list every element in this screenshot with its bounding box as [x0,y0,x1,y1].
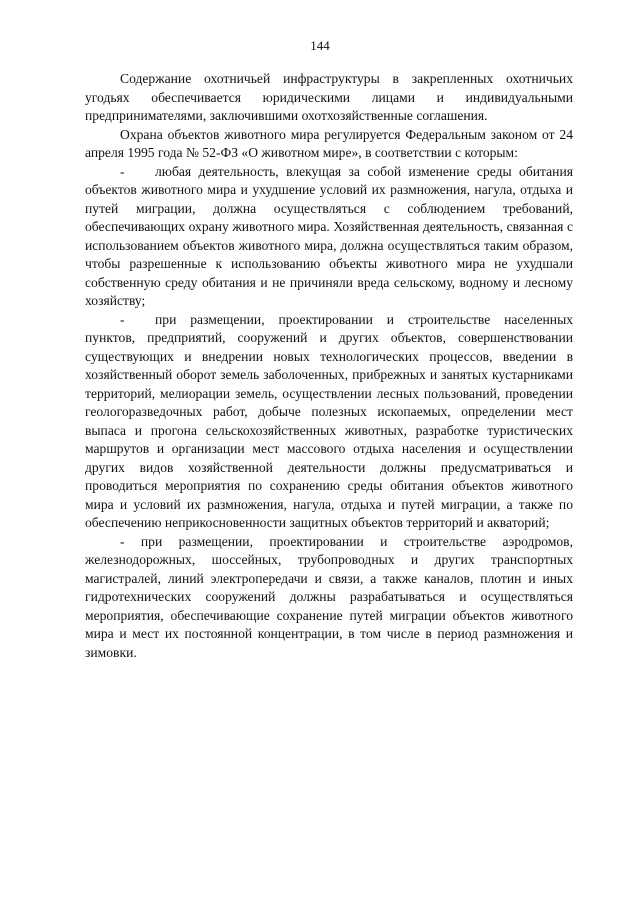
list-item-transport [85,533,573,663]
paragraph-text: Содержание охотничьей инфраструктуры в закрепленных охотничьих угодьях обеспечивается юридическими лицами и индивидуальными предпринимателями, заключившими охотхозяйственные соглашения. [85,71,573,123]
paragraph-text: при размещении, проектировании и строительстве населенных пунктов, предприятий, сооружений и других объектов, совершенствовании существующих и внедрении новых технологических процессов, введении в хозяйственный оборот земель заболоченных, прибрежных и занятых кустарниками территорий, мелиорации земель, осуществлении лесных пользований, проведении геологоразведочных работ, добыче полезных ископаемых, определении мест выпаса и прогона сельскохозяйственных животных, разработке туристических маршрутов и организации мест массового отдыха населения и осуществлении других видов хозяйственной деятельности должны предусматриваться и проводиться мероприятия по сохранению среды обитания объектов животного мира и условий их размножения, нагула, отдыха и путей миграции, а также по обеспечению неприкосновенности защитных объектов территорий и акваторий; [85,311,573,530]
paragraph-text: - при размещении, проектировании и строительстве аэродромов, железнодорожных, шоссейных, трубопроводных и других транспортных магистралей, линий электропередачи и связи, а также каналов, плотин и иных гидротехнических сооружений должны разрабатываться и осуществляться мероприятия, обеспечивающие сохранение путей миграции объектов животного мира и мест их постоянной концентрации, в том числе в период размножения и зимовки. [85,533,573,660]
list-item-settlements [85,311,573,533]
page-number: 144 [310,38,330,53]
paragraph-text: любая деятельность, влекущая за собой изменение среды обитания объектов животного мира и ухудшение условий их размножения, нагула, отдыха и путей миграции, должна осуществляться с соблюдением требований, обеспечивающих охрану животного мира. Хозяйственная деятельность, связанная с использованием объектов животного мира, должна осуществляться таким образом, чтобы разрешенные к использованию объекты животного мира не ухудшали собственную среду обитания и не причиняли вреда сельскому, водному и лесному хозяйству; [85,163,573,308]
list-item-activity [85,163,573,311]
list-dash: - [120,311,125,327]
document-body [85,70,573,662]
paragraph-law-reference [85,126,573,163]
paragraph-text: Охрана объектов животного мира регулируется Федеральным законом от 24 апреля 1995 года № 52-ФЗ «О животном мире», в соответствии с которым: [85,126,573,160]
list-dash: - [120,163,125,179]
paragraph-infrastructure [85,70,573,126]
